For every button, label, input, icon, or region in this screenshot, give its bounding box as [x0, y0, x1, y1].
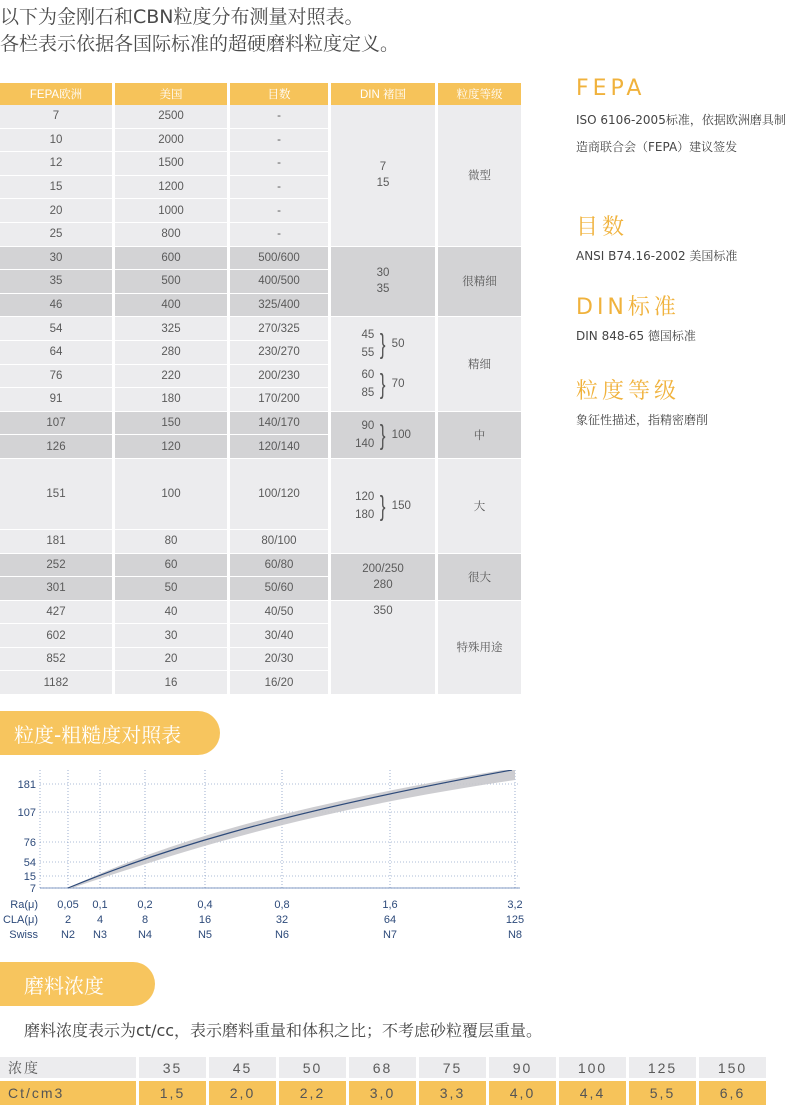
ctcm3-cell: 5,5 [629, 1081, 696, 1105]
grit-size-table [0, 83, 524, 695]
x-tick-label: 0,05 [57, 899, 79, 911]
fepa-cell: 25 [0, 223, 112, 247]
x-tick-label: N6 [274, 929, 290, 941]
y-tick-label: 15 [23, 871, 36, 883]
concentration-cell: 100 [559, 1057, 626, 1081]
x-tick-label: 0,8 [274, 899, 290, 911]
mesh-cell: 60/80 [230, 554, 328, 578]
fepa-cell: 126 [0, 435, 112, 459]
x-tick-label: 64 [383, 914, 397, 926]
usa-cell: 60 [115, 554, 227, 578]
fepa-cell: 64 [0, 341, 112, 365]
ctcm3-cell: 3,3 [419, 1081, 486, 1105]
y-tick-label: 54 [23, 857, 36, 869]
din-number: 200/250 [362, 562, 404, 575]
mesh-cell: - [230, 129, 328, 153]
din-number: 280 [373, 578, 393, 591]
chart-x-labels [3, 899, 524, 941]
x-tick-label: N7 [382, 929, 398, 941]
din-number: 70 [391, 378, 405, 391]
y-tick-label: 76 [23, 837, 36, 849]
mesh-cell: - [230, 152, 328, 176]
din-number: 55 [361, 347, 375, 360]
fepa-cell: 20 [0, 199, 112, 223]
mesh-cell: - [230, 105, 328, 129]
mesh-cell: 80/100 [230, 530, 328, 554]
concentration-cell: 35 [139, 1057, 206, 1081]
ctcm3-cell: 4,4 [559, 1081, 626, 1105]
x-tick-label: 0,2 [137, 899, 153, 911]
sidebar-din [576, 290, 786, 350]
din-stack [331, 161, 435, 189]
grade-cell: 很大 [438, 554, 521, 601]
din-stack [331, 267, 435, 295]
x-tick-label: 0,4 [197, 899, 213, 911]
x-row-label: Swiss [9, 929, 38, 941]
concentration-cell: 90 [489, 1057, 556, 1081]
usa-cell: 500 [115, 270, 227, 294]
fepa-cell: 54 [0, 317, 112, 341]
sidebar-fepa [576, 76, 786, 161]
grade-cell: 特殊用途 [438, 601, 521, 695]
sidebar-grade [576, 374, 786, 434]
grade-cell: 微型 [438, 105, 521, 247]
x-tick-label: 8 [141, 914, 149, 926]
intro-text [0, 4, 399, 58]
din-number: 50 [391, 338, 405, 351]
usa-cell: 400 [115, 294, 227, 318]
concentration-cell: 50 [279, 1057, 346, 1081]
din-number: 7 [379, 161, 387, 174]
ctcm3-label: Ct/cm3 [0, 1081, 136, 1105]
usa-cell: 180 [115, 388, 227, 412]
mesh-cell: 270/325 [230, 317, 328, 341]
concentration-cell: 68 [349, 1057, 416, 1081]
concentration-label: 浓度 [0, 1057, 136, 1081]
usa-cell: 600 [115, 247, 227, 271]
mesh-cell: - [230, 223, 328, 247]
sidebar-fepa-title: FEPA [576, 76, 646, 101]
intro-line-1: 以下为金刚石和CBN粒度分布测量对照表。 [0, 6, 364, 28]
usa-cell: 20 [115, 648, 227, 672]
concentration-heading [0, 962, 155, 1006]
mesh-cell: - [230, 199, 328, 223]
mesh-cell: 230/270 [230, 341, 328, 365]
x-tick-label: N5 [197, 929, 213, 941]
ctcm3-cell: 2,2 [279, 1081, 346, 1105]
mesh-cell: 100/120 [230, 459, 328, 530]
fepa-cell: 7 [0, 105, 112, 129]
mesh-cell: 400/500 [230, 270, 328, 294]
x-row-label: Ra(μ) [10, 899, 38, 911]
sidebar-mesh-desc: ANSI B74.16-2002 美国标准 [576, 249, 738, 263]
grit-table-header [0, 83, 521, 105]
grade-cell: 很精细 [438, 247, 521, 318]
grade-cell: 中 [438, 412, 521, 459]
din-brace-group [362, 326, 405, 362]
table-row [0, 459, 521, 530]
x-tick-label: 2 [64, 914, 72, 926]
din-number: 150 [391, 499, 411, 512]
sidebar-din-title: DIN标准 [576, 295, 680, 320]
roughness-chart [0, 770, 540, 950]
concentration-table [0, 1057, 769, 1105]
header-grade: 粒度等级 [438, 83, 521, 105]
fepa-cell: 12 [0, 152, 112, 176]
concentration-cell: 75 [419, 1057, 486, 1081]
fepa-cell: 301 [0, 577, 112, 601]
din-number: 100 [391, 428, 411, 441]
fepa-cell: 602 [0, 624, 112, 648]
sidebar-din-desc: DIN 848-65 德国标准 [576, 329, 696, 343]
din-brace-group [355, 488, 411, 524]
header-usa: 美国 [115, 83, 227, 105]
ctcm3-cell: 6,6 [699, 1081, 766, 1105]
fepa-cell: 91 [0, 388, 112, 412]
sidebar-grade-desc: 象征性描述，指精密磨削 [576, 413, 709, 427]
grade-cell: 精细 [438, 317, 521, 411]
header-fepa: FEPA欧洲 [0, 83, 112, 105]
concentration-cell: 150 [699, 1057, 766, 1081]
din-number: 15 [376, 177, 390, 190]
mesh-cell: 170/200 [230, 388, 328, 412]
table-row [0, 412, 521, 436]
concentration-cell: 125 [629, 1057, 696, 1081]
x-tick-label: 4 [96, 914, 104, 926]
din-number: 350 [373, 604, 393, 617]
roughness-heading [0, 711, 220, 755]
mesh-cell: - [230, 176, 328, 200]
table-row [0, 317, 521, 341]
mesh-cell: 325/400 [230, 294, 328, 318]
header-din: DIN 褚国 [331, 83, 435, 105]
din-cell [331, 105, 435, 247]
usa-cell: 2000 [115, 129, 227, 153]
fepa-cell: 181 [0, 530, 112, 554]
table-row [0, 601, 521, 625]
y-tick-label: 107 [17, 807, 36, 819]
din-number: 140 [355, 437, 375, 450]
usa-cell: 50 [115, 577, 227, 601]
header-mesh: 目数 [230, 83, 328, 105]
din-cell [331, 247, 435, 318]
fepa-cell: 852 [0, 648, 112, 672]
table-row [0, 105, 521, 129]
fepa-cell: 10 [0, 129, 112, 153]
din-stack [331, 563, 435, 591]
usa-cell: 100 [115, 459, 227, 530]
concentration-cell: 45 [209, 1057, 276, 1081]
fepa-cell: 252 [0, 554, 112, 578]
din-number: 60 [361, 369, 375, 382]
usa-cell: 1500 [115, 152, 227, 176]
sidebar-mesh [576, 210, 786, 270]
ctcm3-cell: 1,5 [139, 1081, 206, 1105]
mesh-cell: 200/230 [230, 365, 328, 389]
usa-cell: 16 [115, 671, 227, 695]
table-row [0, 554, 521, 578]
x-tick-label: 0,1 [92, 899, 108, 911]
din-brace-group [355, 417, 411, 453]
ctcm3-cell: 4,0 [489, 1081, 556, 1105]
brace-glyph: } [380, 489, 386, 521]
din-cell [331, 412, 435, 459]
chart-y-ticks [18, 779, 36, 895]
usa-cell: 325 [115, 317, 227, 341]
sidebar-grade-title: 粒度等级 [576, 379, 681, 404]
mesh-cell: 120/140 [230, 435, 328, 459]
x-tick-label: 16 [198, 914, 212, 926]
din-stack [331, 326, 435, 402]
mesh-cell: 20/30 [230, 648, 328, 672]
x-tick-label: N4 [137, 929, 153, 941]
usa-cell: 2500 [115, 105, 227, 129]
din-cell [331, 554, 435, 601]
sidebar-mesh-title: 目数 [576, 215, 629, 240]
x-tick-label: 1,6 [382, 899, 398, 911]
usa-cell: 40 [115, 601, 227, 625]
usa-cell: 280 [115, 341, 227, 365]
x-tick-label: N2 [60, 929, 76, 941]
mesh-cell: 40/50 [230, 601, 328, 625]
x-tick-label: 32 [275, 914, 289, 926]
intro-line-2: 各栏表示依据各国际标准的超硬磨料粒度定义。 [0, 33, 400, 55]
usa-cell: 30 [115, 624, 227, 648]
ctcm3-cell: 2,0 [209, 1081, 276, 1105]
brace-glyph: } [380, 418, 386, 450]
mesh-cell: 500/600 [230, 247, 328, 271]
din-number: 35 [376, 283, 390, 296]
fepa-cell: 427 [0, 601, 112, 625]
din-number: 120 [355, 490, 375, 503]
x-tick-label: 3,2 [507, 899, 523, 911]
mesh-cell: 30/40 [230, 624, 328, 648]
fepa-cell: 15 [0, 176, 112, 200]
din-cell [331, 317, 435, 411]
fepa-cell: 1182 [0, 671, 112, 695]
x-tick-label: N3 [92, 929, 108, 941]
mesh-cell: 16/20 [230, 671, 328, 695]
brace-glyph: } [380, 328, 386, 360]
ctcm3-cell: 3,0 [349, 1081, 416, 1105]
concentration-desc: 磨料浓度表示为ct/cc，表示磨料重量和体积之比；不考虑砂粒覆层重量。 [24, 1021, 543, 1040]
din-cell [331, 459, 435, 554]
y-tick-label: 7 [29, 883, 36, 895]
table-row [0, 247, 521, 271]
concentration-title: 磨料浓度 [24, 973, 104, 998]
sidebar-fepa-desc: ISO 6106-2005标准，依据欧洲磨具制造商联合会（FEPA）建议签发 [576, 113, 786, 154]
x-tick-label: N8 [507, 929, 523, 941]
din-number: 85 [361, 387, 375, 400]
din-number: 45 [361, 329, 375, 342]
grade-cell: 大 [438, 459, 521, 554]
x-tick-label: 125 [505, 914, 525, 926]
din-number: 90 [361, 419, 375, 432]
usa-cell: 1200 [115, 176, 227, 200]
usa-cell: 150 [115, 412, 227, 436]
x-row-label: CLA(μ) [2, 914, 38, 926]
fepa-cell: 151 [0, 459, 112, 530]
usa-cell: 1000 [115, 199, 227, 223]
mesh-cell: 50/60 [230, 577, 328, 601]
usa-cell: 80 [115, 530, 227, 554]
usa-cell: 220 [115, 365, 227, 389]
mesh-cell: 140/170 [230, 412, 328, 436]
fepa-cell: 46 [0, 294, 112, 318]
ctcm3-row [0, 1081, 766, 1105]
din-brace-group [362, 366, 405, 402]
fepa-cell: 76 [0, 365, 112, 389]
brace-glyph: } [380, 368, 386, 400]
concentration-row [0, 1057, 766, 1081]
roughness-title: 粒度-粗糙度对照表 [14, 722, 182, 747]
din-number: 30 [376, 267, 390, 280]
fepa-cell: 30 [0, 247, 112, 271]
din-cell [331, 601, 435, 695]
fepa-cell: 107 [0, 412, 112, 436]
din-number: 180 [355, 508, 375, 521]
chart-band [68, 770, 515, 888]
fepa-cell: 35 [0, 270, 112, 294]
y-tick-label: 181 [17, 779, 36, 791]
usa-cell: 800 [115, 223, 227, 247]
usa-cell: 120 [115, 435, 227, 459]
